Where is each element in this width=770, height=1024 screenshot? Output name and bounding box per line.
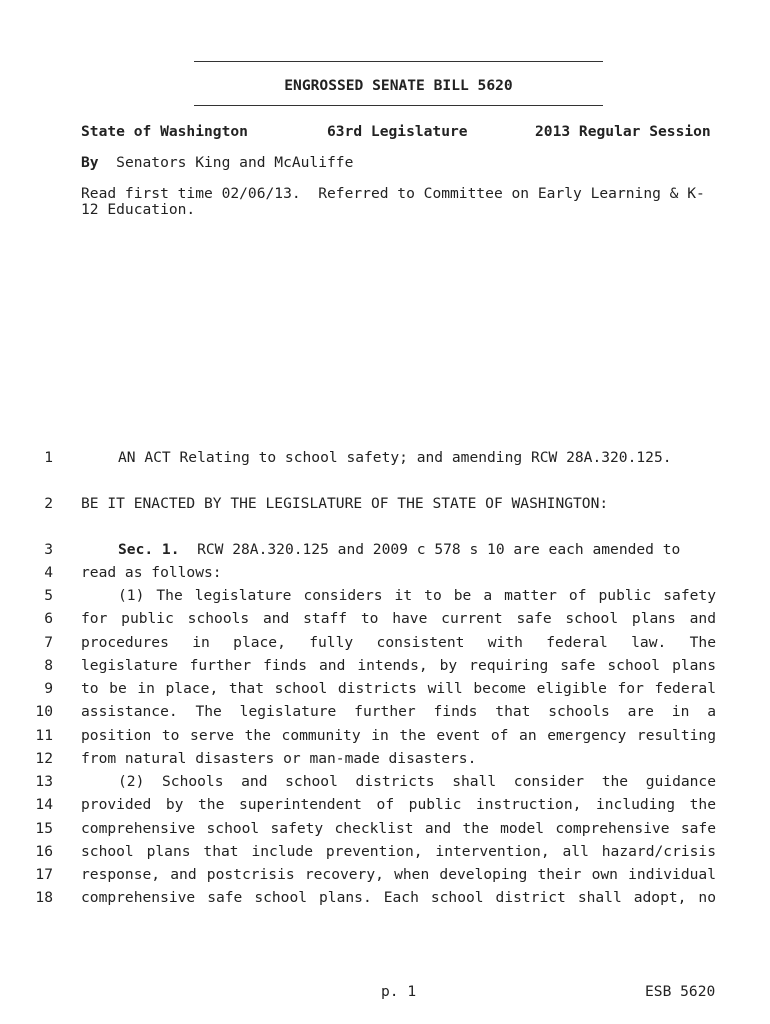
line-number: 4 [44,564,53,581]
line-text: provided by the superintendent of public instruction, including the [81,796,716,813]
line-text: comprehensive safe school plans. Each school district shall adopt, no [81,889,716,906]
line-text: position to serve the community in the event of an emergency resulting [81,727,716,744]
line-text: AN ACT Relating to school safety; and amending RCW 28A.320.125. [118,449,672,466]
line-text: for public schools and staff to have current safe school plans and [81,610,716,627]
top-rule [194,61,603,62]
line-text: BE IT ENACTED BY THE LEGISLATURE OF THE STATE OF WASHINGTON: [81,495,609,512]
line-number: 15 [35,820,53,837]
line-text: (1) The legislature considers it to be a matter of public safety [118,587,716,604]
line-number: 9 [44,680,53,697]
line-number: 8 [44,657,53,674]
line-number: 14 [35,796,53,813]
line-text [81,541,716,558]
line-number: 10 [35,703,53,720]
line-number: 7 [44,634,53,651]
line-text: to be in place, that school districts will become eligible for federal [81,680,716,697]
line-text: read as follows: [81,564,222,581]
line-number: 12 [35,750,53,767]
read-first-line1: Read first time 02/06/13. Referred to Committee on Early Learning & K- [81,185,705,202]
read-first-line2: 12 Education. [81,201,196,218]
line-number: 18 [35,889,53,906]
line-number: 17 [35,866,53,883]
section-label: Sec. 1. [118,541,180,558]
line-text: legislature further finds and intends, by requiring safe school plans [81,657,716,674]
line-text: assistance. The legislature further finds that schools are in a [81,703,716,720]
line-text: (2) Schools and school districts shall consider the guidance [118,773,716,790]
line-text: procedures in place, fully consistent with federal law. The [81,634,716,651]
line-text: comprehensive school safety checklist and the model comprehensive safe [81,820,716,837]
line-number: 2 [44,495,53,512]
footer-bill-id: ESB 5620 [645,983,716,1000]
session-name: 2013 Regular Session [535,123,711,140]
line-text: response, and postcrisis recovery, when developing their own individual [81,866,716,883]
line-number: 3 [44,541,53,558]
section-text: RCW 28A.320.125 and 2009 c 578 s 10 are each amended to [179,541,681,558]
line-number: 13 [35,773,53,790]
line-text: school plans that include prevention, intervention, all hazard/crisis [81,843,716,860]
bill-title: ENGROSSED SENATE BILL 5620 [284,77,513,94]
line-number: 1 [44,449,53,466]
line-number: 6 [44,610,53,627]
page-number: p. 1 [381,983,417,1000]
line-number: 5 [44,587,53,604]
sponsors: Senators King and McAuliffe [116,154,354,171]
title-rule [194,105,603,106]
legislature-number: 63rd Legislature [327,123,468,140]
sponsor-line [81,154,353,171]
by-label: By [81,154,99,171]
line-text: from natural disasters or man-made disasters. [81,750,477,767]
line-number: 11 [35,727,53,744]
state-name: State of Washington [81,123,248,140]
line-number: 16 [35,843,53,860]
